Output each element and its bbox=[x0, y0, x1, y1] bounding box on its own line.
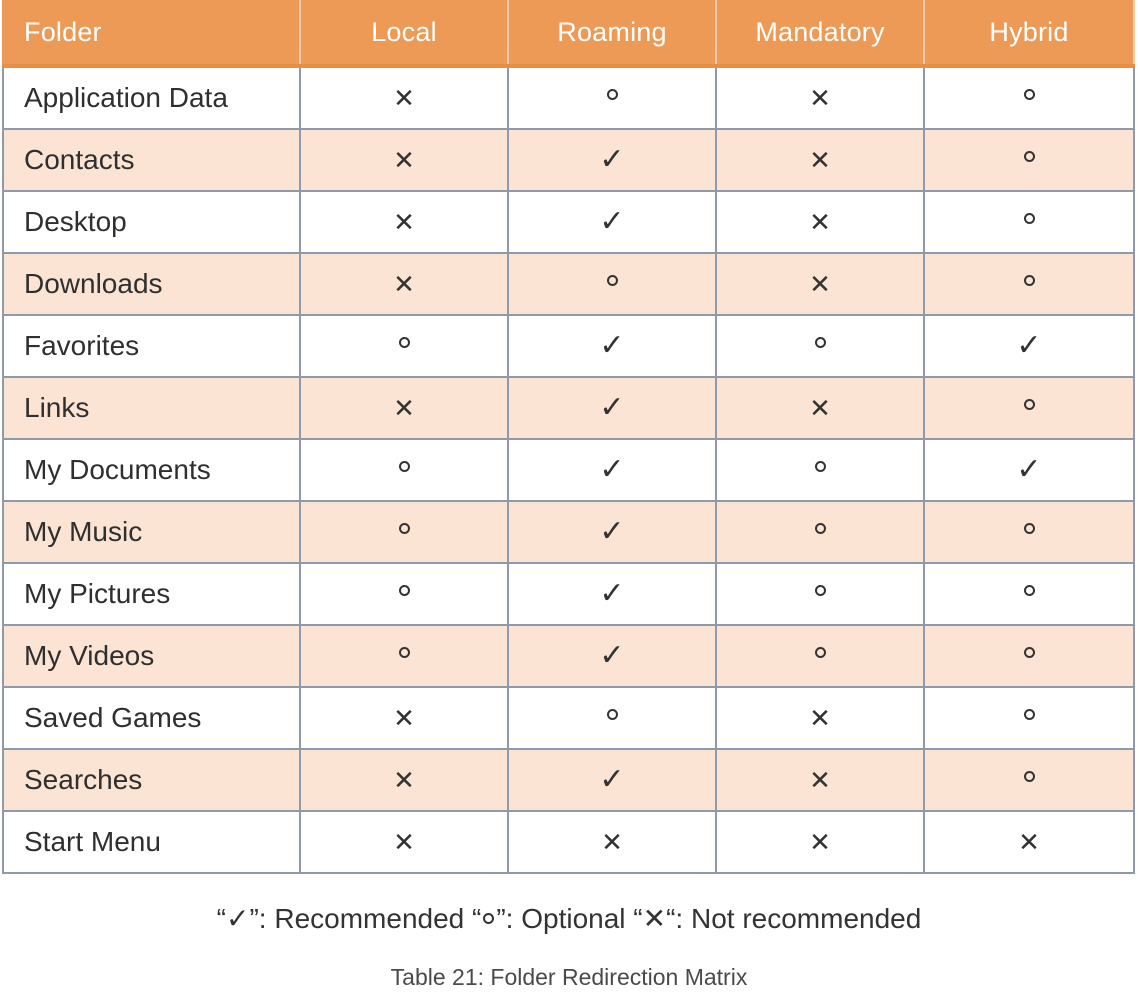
optional-circle-icon bbox=[399, 337, 410, 348]
folder-name-cell: Favorites bbox=[3, 315, 300, 377]
check-icon: ✓ bbox=[599, 142, 625, 176]
optional-circle-icon bbox=[399, 647, 410, 658]
optional-circle-icon bbox=[815, 337, 826, 348]
optional-circle-icon bbox=[815, 585, 826, 596]
x-icon: ✕ bbox=[393, 392, 415, 423]
table-caption: Table 21: Folder Redirection Matrix bbox=[390, 964, 748, 990]
table-row bbox=[3, 377, 1134, 439]
table-body bbox=[3, 66, 1134, 873]
check-icon: ✓ bbox=[599, 328, 625, 362]
check-icon: ✓ bbox=[599, 638, 625, 672]
hybrid-cell bbox=[924, 66, 1134, 129]
optional-circle-icon bbox=[1024, 709, 1035, 720]
hybrid-cell bbox=[924, 811, 1134, 873]
optional-circle-icon bbox=[1024, 585, 1035, 596]
optional-circle-icon bbox=[607, 275, 618, 286]
table-row bbox=[3, 563, 1134, 625]
optional-circle-icon bbox=[815, 523, 826, 534]
local-cell bbox=[300, 749, 508, 811]
check-icon: ✓ bbox=[599, 204, 625, 238]
x-icon: ✕ bbox=[393, 82, 415, 113]
roaming-cell bbox=[508, 66, 716, 129]
x-icon: ✕ bbox=[809, 206, 831, 237]
roaming-cell bbox=[508, 687, 716, 749]
table-row bbox=[3, 439, 1134, 501]
mandatory-cell bbox=[716, 377, 924, 439]
optional-circle-icon bbox=[1024, 647, 1035, 658]
x-icon: ✕ bbox=[809, 764, 831, 795]
optional-circle-icon bbox=[815, 461, 826, 472]
mandatory-cell bbox=[716, 625, 924, 687]
local-cell bbox=[300, 563, 508, 625]
legend-recommended-text: ”: Recommended “ bbox=[249, 903, 482, 934]
folder-name-cell: Links bbox=[3, 377, 300, 439]
check-icon: ✓ bbox=[599, 514, 625, 548]
optional-circle-icon bbox=[399, 461, 410, 472]
legend-optional-text: ”: Optional “ bbox=[496, 903, 643, 934]
folder-name-cell: Start Menu bbox=[3, 811, 300, 873]
header-local: Local bbox=[300, 0, 508, 66]
header-folder: Folder bbox=[3, 0, 300, 66]
folder-name-cell: My Pictures bbox=[3, 563, 300, 625]
x-icon: ✕ bbox=[809, 82, 831, 113]
table-row bbox=[3, 811, 1134, 873]
roaming-cell bbox=[508, 129, 716, 191]
table-row bbox=[3, 66, 1134, 129]
roaming-cell bbox=[508, 811, 716, 873]
x-icon: ✕ bbox=[393, 206, 415, 237]
hybrid-cell bbox=[924, 377, 1134, 439]
mandatory-cell bbox=[716, 129, 924, 191]
table-row bbox=[3, 749, 1134, 811]
optional-circle-icon bbox=[1024, 213, 1035, 224]
optional-circle-icon bbox=[815, 647, 826, 658]
x-icon: ✕ bbox=[393, 702, 415, 733]
local-cell bbox=[300, 377, 508, 439]
table-header-row bbox=[3, 0, 1134, 66]
roaming-cell bbox=[508, 315, 716, 377]
roaming-cell bbox=[508, 749, 716, 811]
legend-optional-icon bbox=[483, 913, 494, 924]
x-icon: ✕ bbox=[393, 144, 415, 175]
roaming-cell bbox=[508, 377, 716, 439]
optional-circle-icon bbox=[399, 523, 410, 534]
legend-not-recommended-text: “: Not recommended bbox=[666, 903, 922, 934]
roaming-cell bbox=[508, 191, 716, 253]
mandatory-cell bbox=[716, 191, 924, 253]
mandatory-cell bbox=[716, 687, 924, 749]
folder-name-cell: Desktop bbox=[3, 191, 300, 253]
local-cell bbox=[300, 439, 508, 501]
x-icon: ✕ bbox=[809, 702, 831, 733]
local-cell bbox=[300, 501, 508, 563]
legend-x-icon: ✕ bbox=[642, 903, 667, 934]
x-icon: ✕ bbox=[809, 268, 831, 299]
legend-quote-open: “ bbox=[216, 903, 226, 934]
local-cell bbox=[300, 687, 508, 749]
folder-name-cell: Searches bbox=[3, 749, 300, 811]
legend bbox=[0, 902, 1138, 935]
optional-circle-icon bbox=[1024, 399, 1035, 410]
optional-circle-icon bbox=[1024, 523, 1035, 534]
mandatory-cell bbox=[716, 749, 924, 811]
check-icon: ✓ bbox=[599, 452, 625, 486]
check-icon: ✓ bbox=[599, 762, 625, 796]
hybrid-cell bbox=[924, 315, 1134, 377]
mandatory-cell bbox=[716, 253, 924, 315]
table-row bbox=[3, 129, 1134, 191]
folder-name-cell: Application Data bbox=[3, 66, 300, 129]
table-row bbox=[3, 315, 1134, 377]
table-row bbox=[3, 501, 1134, 563]
x-icon: ✕ bbox=[809, 144, 831, 175]
folder-name-cell: Contacts bbox=[3, 129, 300, 191]
x-icon: ✕ bbox=[393, 826, 415, 857]
hybrid-cell bbox=[924, 687, 1134, 749]
folder-redirection-matrix-table bbox=[2, 0, 1135, 874]
mandatory-cell bbox=[716, 315, 924, 377]
roaming-cell bbox=[508, 439, 716, 501]
x-icon: ✕ bbox=[809, 826, 831, 857]
roaming-cell bbox=[508, 253, 716, 315]
local-cell bbox=[300, 315, 508, 377]
x-icon: ✕ bbox=[393, 764, 415, 795]
header-roaming: Roaming bbox=[508, 0, 716, 66]
optional-circle-icon bbox=[1024, 771, 1035, 782]
table-row bbox=[3, 191, 1134, 253]
header-hybrid: Hybrid bbox=[924, 0, 1134, 66]
check-icon: ✓ bbox=[599, 576, 625, 610]
optional-circle-icon bbox=[1024, 89, 1035, 100]
mandatory-cell bbox=[716, 439, 924, 501]
folder-name-cell: My Music bbox=[3, 501, 300, 563]
check-icon: ✓ bbox=[1016, 328, 1042, 362]
local-cell bbox=[300, 811, 508, 873]
x-icon: ✕ bbox=[1018, 826, 1040, 857]
optional-circle-icon bbox=[399, 585, 410, 596]
local-cell bbox=[300, 129, 508, 191]
folder-name-cell: Saved Games bbox=[3, 687, 300, 749]
mandatory-cell bbox=[716, 66, 924, 129]
table-row bbox=[3, 625, 1134, 687]
hybrid-cell bbox=[924, 625, 1134, 687]
table-row bbox=[3, 687, 1134, 749]
hybrid-cell bbox=[924, 439, 1134, 501]
check-icon: ✓ bbox=[1016, 452, 1042, 486]
local-cell bbox=[300, 625, 508, 687]
optional-circle-icon bbox=[607, 89, 618, 100]
local-cell bbox=[300, 191, 508, 253]
table-row bbox=[3, 253, 1134, 315]
folder-name-cell: Downloads bbox=[3, 253, 300, 315]
hybrid-cell bbox=[924, 501, 1134, 563]
optional-circle-icon bbox=[1024, 275, 1035, 286]
x-icon: ✕ bbox=[601, 826, 623, 857]
header-mandatory: Mandatory bbox=[716, 0, 924, 66]
hybrid-cell bbox=[924, 749, 1134, 811]
hybrid-cell bbox=[924, 129, 1134, 191]
mandatory-cell bbox=[716, 563, 924, 625]
optional-circle-icon bbox=[1024, 151, 1035, 162]
local-cell bbox=[300, 66, 508, 129]
optional-circle-icon bbox=[607, 709, 618, 720]
local-cell bbox=[300, 253, 508, 315]
roaming-cell bbox=[508, 501, 716, 563]
folder-name-cell: My Documents bbox=[3, 439, 300, 501]
hybrid-cell bbox=[924, 191, 1134, 253]
check-icon: ✓ bbox=[599, 390, 625, 424]
mandatory-cell bbox=[716, 811, 924, 873]
mandatory-cell bbox=[716, 501, 924, 563]
hybrid-cell bbox=[924, 563, 1134, 625]
folder-name-cell: My Videos bbox=[3, 625, 300, 687]
roaming-cell bbox=[508, 563, 716, 625]
x-icon: ✕ bbox=[809, 392, 831, 423]
x-icon: ✕ bbox=[393, 268, 415, 299]
hybrid-cell bbox=[924, 253, 1134, 315]
legend-check-icon: ✓ bbox=[226, 903, 250, 934]
roaming-cell bbox=[508, 625, 716, 687]
